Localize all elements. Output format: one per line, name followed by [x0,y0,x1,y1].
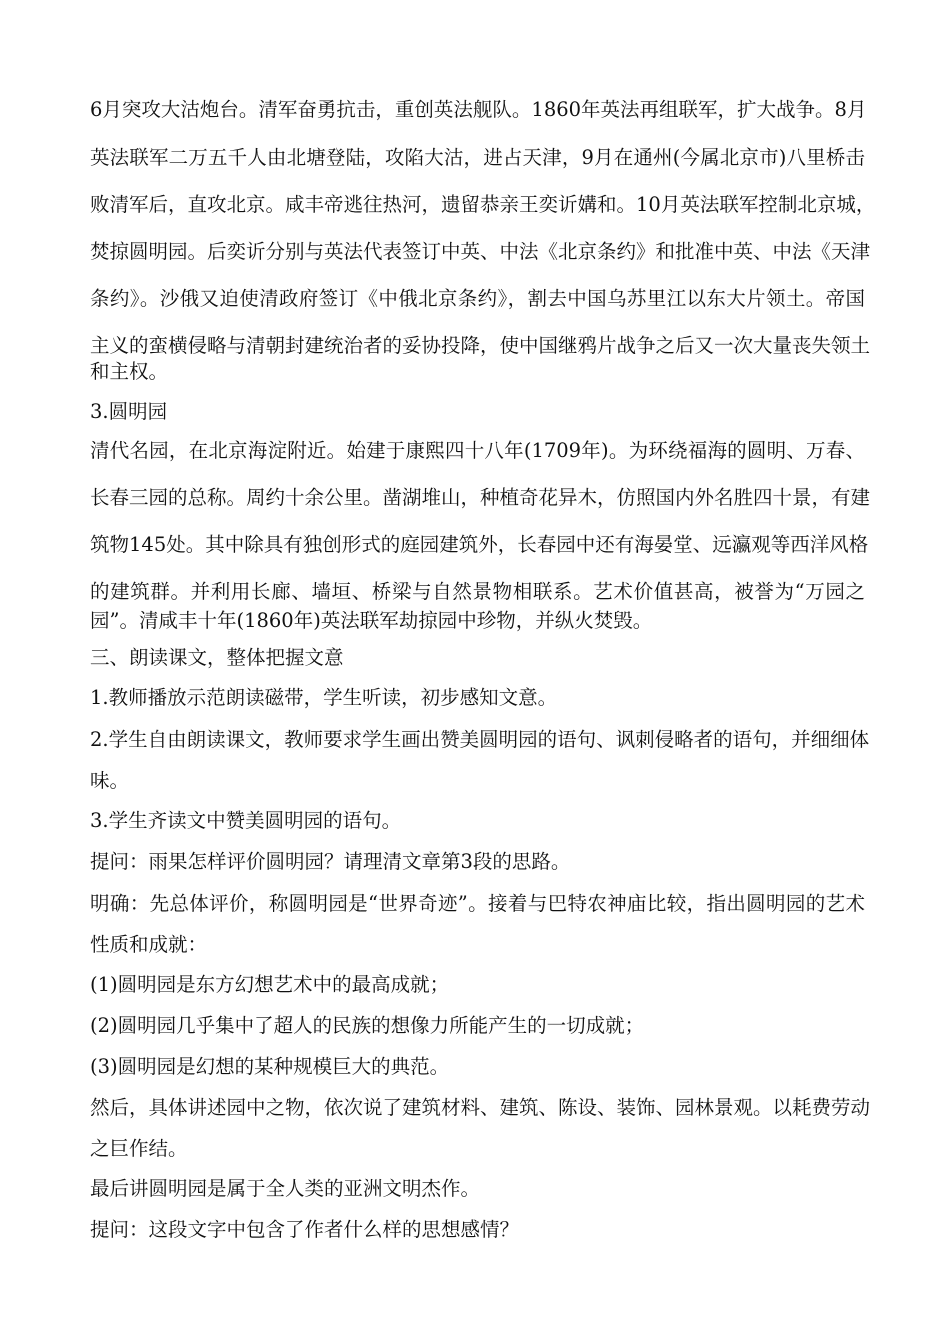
text-line: 3.学生齐读文中赞美圆明园的语句。 [90,809,402,832]
section-heading: 3.圆明园 [90,400,168,423]
text-line: 1.教师播放示范朗读磁带，学生听读，初步感知文意。 [90,686,558,709]
list-item: (3)圆明园是幻想的某种规模巨大的典范。 [90,1055,450,1078]
question-line: 提问：雨果怎样评价圆明园？请理清文章第3段的思路。 [90,850,571,873]
text-line: 长春三园的总称。周约十余公里。凿湖堆山，种植奇花异木，仿照国内外名胜四十景，有建 [90,486,871,509]
text-line: 败清军后，直攻北京。咸丰帝逃往热河，遗留恭亲王奕䜣媾和。10月英法联军控制北京城， [90,193,876,216]
text-line: 之巨作结。 [90,1137,188,1160]
text-line: 2.学生自由朗读课文，教师要求学生画出赞美圆明园的语句、讽刺侵略者的语句，并细细体 [90,728,870,751]
text-line: 园”。清咸丰十年(1860年)英法联军劫掠园中珍物，并纵火焚毁。 [90,609,653,632]
text-line: 主义的蛮横侵略与清朝封建统治者的妥协投降，使中国继鸦片战争之后又一次大量丧失领土 [90,334,871,357]
text-line: 清代名园，在北京海淀附近。始建于康熙四十八年(1709年)。为环绕福海的圆明、万春、 [90,439,865,462]
text-line: 英法联军二万五千人由北塘登陆，攻陷大沽，进占天津，9月在通州(今属北京市)八里桥击 [90,146,865,169]
list-item: (1)圆明园是东方幻想艺术中的最高成就； [90,973,450,996]
text-line: 然后，具体讲述园中之物，依次说了建筑材料、建筑、陈设、装饰、园林景观。以耗费劳动 [90,1096,871,1119]
list-item: (2)圆明园几乎集中了超人的民族的想像力所能产生的一切成就； [90,1014,645,1037]
question-line: 提问：这段文字中包含了作者什么样的思想感情？ [90,1218,520,1241]
text-line: 最后讲圆明园是属于全人类的亚洲文明杰作。 [90,1177,481,1200]
text-line: 6月突攻大沽炮台。清军奋勇抗击，重创英法舰队。1860年英法再组联军，扩大战争。8月 [90,98,867,121]
text-line: 味。 [90,769,130,792]
answer-line: 明确：先总体评价，称圆明园是“世界奇迹”。接着与巴特农神庙比较，指出圆明园的艺术 [90,892,865,915]
text-line: 焚掠圆明园。后奕䜣分别与英法代表签订中英、中法《北京条约》和批准中英、中法《天津 [90,240,871,263]
text-line: 和主权。 [90,360,169,383]
text-line: 性质和成就： [90,933,208,956]
text-line: 条约》。沙俄又迫使清政府签订《中俄北京条约》，割去中国乌苏里江以东大片领土。帝国 [90,287,865,310]
section-heading: 三、朗读课文，整体把握文意 [90,646,344,669]
text-line: 的建筑群。并利用长廊、墙垣、桥梁与自然景物相联系。艺术价值甚高，被誉为“万园之 [90,580,865,603]
text-line: 筑物145处。其中除具有独创形式的庭园建筑外，长春园中还有海晏堂、远瀛观等西洋风格 [90,533,869,556]
